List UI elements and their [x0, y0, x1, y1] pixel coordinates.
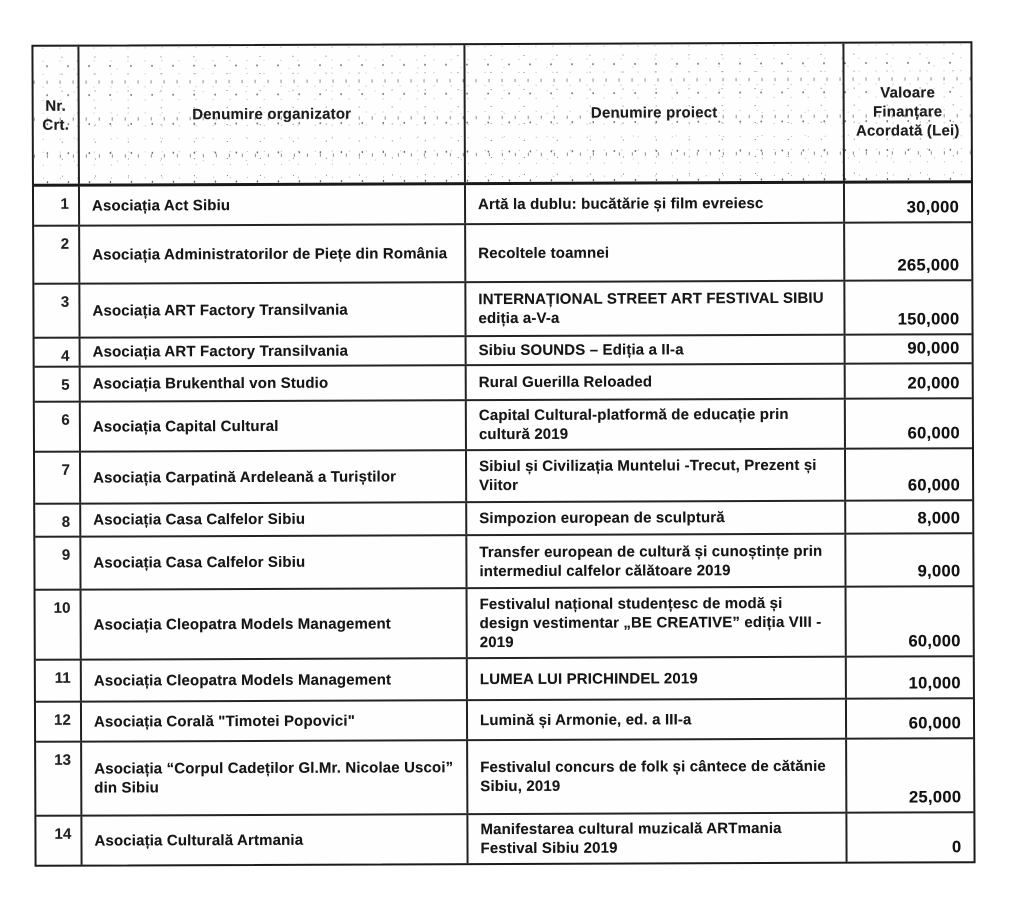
value-cell: 60,000 — [908, 632, 961, 651]
value-cell: 20,000 — [907, 374, 960, 393]
value-cell: 10,000 — [908, 674, 961, 693]
value-cell: 9,000 — [917, 562, 961, 581]
row-number: 3 — [34, 285, 80, 337]
table-header-row — [33, 43, 971, 187]
organizer-cell: Asociația ART Factory Transilvania — [80, 283, 466, 336]
value-cell: 60,000 — [907, 476, 961, 495]
table-row — [34, 281, 971, 339]
value-cell: 90,000 — [907, 339, 960, 358]
value-cell: 265,000 — [897, 256, 960, 275]
value-cell: 8,000 — [917, 509, 961, 528]
value-cell: 60,000 — [907, 424, 960, 443]
project-cell: Festivalul concurs de folk și cântece de cătănie Sibiu, 2019 — [468, 740, 847, 813]
value-cell: 150,000 — [897, 310, 960, 329]
value-cell: 30,000 — [906, 198, 960, 217]
row-number: 9 — [35, 538, 81, 589]
organizer-cell: Asociația Culturală Artmania — [82, 815, 468, 864]
organizer-cell: Asociația Brukenthal von Studio — [81, 366, 467, 400]
table-row — [36, 657, 973, 703]
table-row — [35, 364, 972, 403]
project-cell: Transfer european de cultură și cunoștințe prin intermediul calfelor călătoare 2019 — [467, 535, 846, 587]
funding-table — [31, 41, 975, 867]
table-row — [34, 223, 971, 285]
header-organizer: Denumire organizator — [79, 45, 466, 183]
table-row — [35, 449, 972, 505]
value-cell: 0 — [951, 838, 962, 857]
header-nr-crt: Nr. Crt. — [33, 47, 80, 184]
row-number: 5 — [35, 368, 81, 401]
row-number: 14 — [36, 817, 82, 865]
row-number: 13 — [36, 743, 82, 815]
table-row — [35, 534, 972, 591]
project-cell: Capital Cultural-platformă de educație prin cultură 2019 — [467, 400, 846, 449]
table-row — [36, 813, 973, 865]
organizer-cell: Asociația ART Factory Transilvania — [81, 337, 467, 365]
table-row — [36, 699, 973, 743]
row-number: 11 — [36, 661, 82, 701]
row-number: 4 — [35, 339, 81, 366]
organizer-cell: Asociația Casa Calfelor Sibiu — [81, 536, 467, 588]
project-cell: Manifestarea cultural muzicală ARTmania Festival Sibiu 2019 — [468, 814, 847, 863]
organizer-cell: Asociația Act Sibiu — [80, 185, 466, 224]
organizer-cell: Asociația Cleopatra Models Management — [82, 589, 468, 658]
table-row — [35, 399, 972, 453]
organizer-cell: Asociația Capital Cultural — [81, 401, 467, 450]
project-cell: Sibiul și Civilizația Muntelui -Trecut, Prezent și Viitor — [467, 450, 846, 501]
project-cell: Recoltele toamnei — [466, 224, 845, 281]
value-cell: 60,000 — [908, 714, 962, 733]
row-number: 7 — [35, 453, 81, 503]
project-cell: INTERNAȚIONAL STREET ART FESTIVAL SIBIU ediția a-V-a — [466, 282, 845, 335]
project-cell: Festivalul național studențesc de modă și design vestimentar „BE CREATIVE” ediția VIII - 2019 — [468, 588, 847, 657]
project-cell: Rural Guerilla Reloaded — [467, 365, 846, 399]
row-number: 2 — [34, 227, 80, 283]
project-cell: LUMEA LUI PRICHINDEL 2019 — [468, 658, 847, 699]
table-row — [34, 183, 971, 227]
table-row — [35, 335, 972, 368]
organizer-cell: Asociația Casa Calfelor Sibiu — [81, 503, 467, 535]
header-value: Valoare Finanțare Acordată (Lei) — [855, 84, 960, 140]
organizer-cell: Asociația Corală "Timotei Popovici" — [82, 701, 468, 740]
project-cell: Simpozion european de sculptură — [467, 502, 846, 534]
organizer-cell: Asociația Administratorilor de Piețe din România — [80, 225, 466, 282]
row-number: 10 — [36, 591, 82, 659]
table-row — [36, 587, 973, 661]
project-cell: Artă la dublu: bucătărie și film evreiesc — [466, 184, 845, 223]
table-row — [35, 501, 972, 538]
value-cell: 25,000 — [909, 788, 962, 807]
row-number: 6 — [35, 403, 81, 451]
organizer-cell: Asociația Carpatină Ardeleană a Turiștilor — [81, 451, 467, 502]
row-number: 1 — [34, 187, 80, 225]
organizer-cell: Asociația Cleopatra Models Management — [82, 659, 468, 700]
header-project: Denumire proiect — [465, 44, 845, 182]
row-number: 8 — [35, 505, 81, 536]
project-cell: Lumină și Armonie, ed. a III-a — [468, 700, 847, 739]
organizer-cell: Asociația “Corpul Cadeților Gl.Mr. Nicolae Uscoi” din Sibiu — [82, 741, 468, 814]
table-row — [36, 739, 973, 817]
row-number: 12 — [36, 703, 82, 741]
project-cell: Sibiu SOUNDS – Ediția a II-a — [467, 336, 846, 364]
